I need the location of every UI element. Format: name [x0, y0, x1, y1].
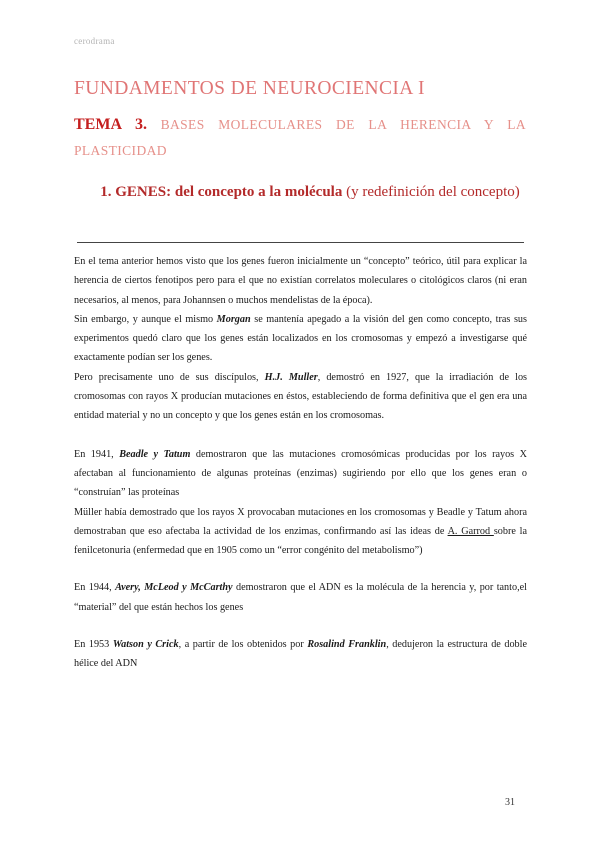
paragraph-4 — [74, 445, 527, 503]
paragraph-2-text-b: se mantenía apegado a la visión del gen como concepto, tras sus experimentos quedó claro que los genes están localizados en los cromosomas y empezó a investigarse qué exactamente podían ser los genes. — [74, 313, 527, 364]
paragraph-6-text-b: demostraron que el ADN es la molécula de la herencia y, por tanto,el “material” del que están hechos los genes — [74, 582, 527, 613]
paragraph-7-text-b: , a partir de los obtenidos por — [178, 639, 308, 651]
paragraph-5 — [74, 503, 527, 561]
document-body — [74, 252, 527, 674]
name-morgan: Morgan — [216, 313, 251, 325]
section-title: 1. GENES: del concepto a la molécula — [100, 184, 343, 200]
paragraph-5-text-a: Müller había demostrado que los rayos X provocaban mutaciones en los cromosomas y Beadle y Tatum ahora demostraban que eso afectaba la actividad de los enzimas, confirmando así las ideas de — [74, 506, 527, 537]
paragraph-2 — [74, 310, 527, 368]
paragraph-6 — [74, 578, 527, 617]
paragraph-7-text-c: , dedujeron la estructura de doble hélice del ADN — [74, 639, 528, 670]
section-divider — [77, 242, 524, 243]
paragraph-3-text-b: , demostró en 1927, que la irradiación de los cromosomas con rayos X producían mutaciones en éstos, estableciendo de forma definitiva que el gen era una entidad material y no un concepto y que los genes están en los cromosomas. — [74, 371, 528, 422]
page-header: cerodrama — [74, 36, 115, 46]
name-franklin: Rosalind Franklin — [307, 639, 387, 651]
paragraph-3 — [74, 368, 527, 426]
name-beadle-tatum: Beadle y Tatum — [119, 448, 191, 460]
tema-heading — [74, 112, 526, 164]
course-title: FUNDAMENTOS DE NEUROCIENCIA I — [74, 78, 425, 99]
page-number: 31 — [505, 797, 515, 808]
paragraph-1: En el tema anterior hemos visto que los genes fueron inicialmente un “concepto” teórico, útil para explicar la herencia de ciertos fenotipos pero para el que no existían correlatos moleculares o citológicos claros (ni eran necesarios, al menos, para Johannsen o muchos mendelistas de la época). — [74, 256, 527, 306]
paragraph-5-text-b: sobre la fenilcetonuria (enfermedad que en 1905 como un “error congénito del metabolismo”) — [74, 525, 527, 557]
section-heading — [100, 180, 520, 205]
paragraph-6-text-a: En 1944, — [74, 582, 116, 594]
paragraph-3-text-a: Pero precisamente uno de sus discípulos, — [74, 371, 265, 383]
name-muller: H.J. Muller — [264, 371, 318, 383]
paragraph-7-text-a: En 1953 — [74, 639, 113, 651]
section-title-paren: (y redefinición del concepto) — [346, 184, 520, 200]
paragraph-2-text-a: Sin embargo, y aunque el mismo — [74, 313, 217, 325]
paragraph-4-text-a: En 1941, — [74, 448, 120, 460]
tema-title: BASES MOLECULARES DE LA HERENCIA Y LA PLASTICIDAD — [74, 117, 526, 158]
name-watson-crick: Watson y Crick — [112, 639, 179, 651]
paragraph-7 — [74, 635, 527, 674]
link-garrod[interactable]: A. Garrod — [447, 525, 494, 537]
tema-number: TEMA 3. — [74, 116, 147, 133]
paragraph-4-text-b: demostraron que las mutaciones cromosómicas producidas por los rayos X afectaban al funcionamiento de algunas proteínas (enzimas) sugiriendo por ello que los genes eran o “construían” las proteínas — [74, 448, 527, 499]
name-avery: Avery, McLeod y McCarthy — [115, 582, 233, 594]
